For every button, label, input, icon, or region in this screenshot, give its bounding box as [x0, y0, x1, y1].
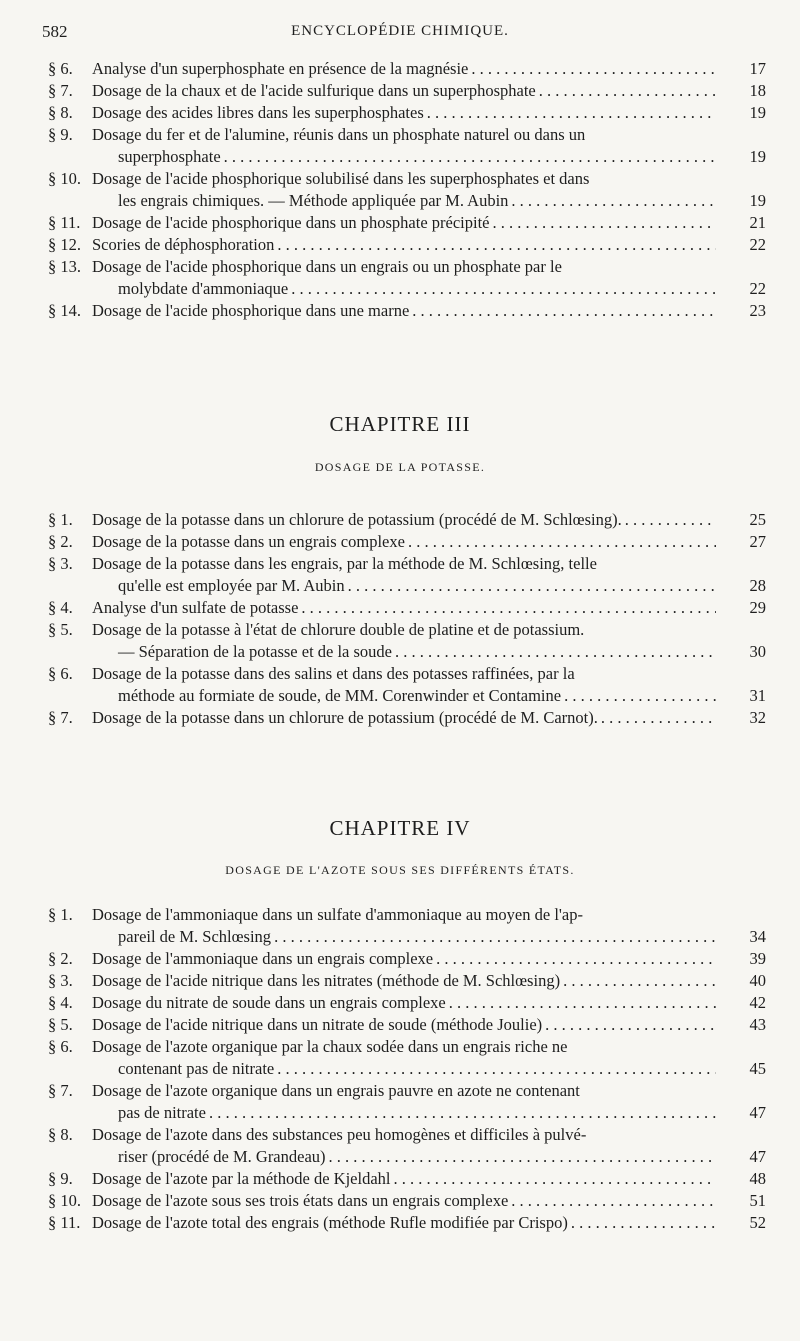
entry-title-line: Dosage de la potasse à l'état de chlorure double de platine et de potassium.	[92, 620, 585, 639]
dot-leader	[345, 575, 716, 597]
toc-entry	[40, 948, 768, 970]
entry-page-number: 17	[749, 59, 766, 78]
toc-entry	[40, 663, 768, 707]
toc-entry	[40, 300, 768, 322]
toc-entry	[40, 102, 768, 124]
dot-leader	[271, 926, 716, 948]
section-number: § 1.	[48, 905, 73, 924]
entry-page-number: 30	[749, 642, 766, 661]
entry-page-number: 39	[749, 949, 766, 968]
page-number: 582	[42, 22, 68, 41]
toc-entry	[40, 1212, 768, 1234]
entry-title-line: Dosage de l'acide phosphorique dans une marne	[92, 301, 410, 320]
toc-entry	[40, 597, 768, 619]
entry-title-line: pas de nitrate	[118, 1103, 206, 1122]
section-number: § 7.	[48, 81, 73, 100]
entry-page-number: 22	[749, 235, 766, 254]
entry-title-line: Dosage de l'ammoniaque dans un engrais complexe	[92, 949, 434, 968]
section-number: § 4.	[48, 993, 73, 1012]
dot-leader	[409, 300, 716, 322]
entry-title-line: riser (procédé de M. Grandeau)	[118, 1147, 326, 1166]
dot-leader	[405, 531, 716, 553]
entry-title-line: Dosage de la potasse dans des salins et dans des potasses raffinées, par la	[92, 664, 575, 683]
dot-leader	[221, 146, 716, 168]
entry-page-number: 29	[749, 598, 766, 617]
section-number: § 1.	[48, 510, 73, 529]
dot-leader	[274, 1058, 716, 1080]
section-number: § 7.	[48, 708, 73, 727]
entry-page-number: 19	[749, 191, 766, 210]
entry-title-line: Analyse d'un superphosphate en présence de la magnésie	[92, 59, 469, 78]
section-number: § 12.	[48, 235, 81, 254]
dot-leader	[298, 597, 716, 619]
dot-leader	[561, 685, 716, 707]
entry-page-number: 34	[749, 927, 766, 946]
section-number: § 5.	[48, 620, 73, 639]
entry-page-number: 18	[749, 81, 766, 100]
toc-entry	[40, 707, 768, 729]
dot-leader	[433, 948, 716, 970]
entry-title-line: les engrais chimiques. — Méthode appliquée par M. Aubin	[118, 191, 509, 210]
entry-page-number: 47	[749, 1103, 766, 1122]
dot-leader	[390, 1168, 716, 1190]
entry-page-number: 32	[749, 708, 766, 727]
entry-title-line: Dosage de l'acide phosphorique solubilisé dans les superphosphates et dans	[92, 169, 590, 188]
entry-page-number: 51	[749, 1191, 766, 1210]
section-number: § 11.	[48, 213, 81, 232]
entry-title-line: Dosage de l'azote organique dans un engrais pauvre en azote ne contenant	[92, 1081, 580, 1100]
toc-entry	[40, 212, 768, 234]
dot-leader	[568, 1212, 716, 1234]
entry-title-line: Analyse d'un sulfate de potasse	[92, 598, 299, 617]
toc-entry	[40, 58, 768, 80]
dot-leader	[542, 1014, 716, 1036]
chapter-4-title: CHAPITRE IV	[329, 816, 471, 840]
toc-entry	[40, 1190, 768, 1212]
entry-title-line: Dosage de la chaux et de l'acide sulfurique dans un superphosphate	[92, 81, 536, 100]
entry-title-line: Dosage de l'acide phosphorique dans un engrais ou un phosphate par le	[92, 257, 562, 276]
toc-entry	[40, 1168, 768, 1190]
chapter-3-title: CHAPITRE III	[329, 412, 471, 436]
section-number: § 8.	[48, 1125, 73, 1144]
toc-entry	[40, 1080, 768, 1124]
entry-title-line: molybdate d'ammoniaque	[118, 279, 289, 298]
dot-leader	[326, 1146, 716, 1168]
entry-title-line: — Séparation de la potasse et de la soude	[118, 642, 392, 661]
entry-title-line: Dosage de l'ammoniaque dans un sulfate d'ammoniaque au moyen de l'ap-	[92, 905, 583, 924]
entry-title-line: Dosage de l'azote dans des substances peu homogènes et difficiles à pulvé-	[92, 1125, 587, 1144]
toc-entry	[40, 619, 768, 663]
section-number: § 2.	[48, 532, 73, 551]
section-number: § 9.	[48, 125, 73, 144]
section-number: § 6.	[48, 1037, 73, 1056]
section-number: § 5.	[48, 1015, 73, 1034]
entry-page-number: 52	[749, 1213, 766, 1232]
entry-title-line: Dosage de l'azote organique par la chaux sodée dans un engrais riche ne	[92, 1037, 568, 1056]
section-number: § 4.	[48, 598, 73, 617]
toc-entry	[40, 80, 768, 102]
dot-leader	[622, 509, 716, 531]
entry-title-line: Dosage de la potasse dans un engrais complexe	[92, 532, 405, 551]
section-number: § 13.	[48, 257, 81, 276]
toc-entry	[40, 124, 768, 168]
entry-title-line: Dosage de la potasse dans un chlorure de potassium (procédé de M. Schlœsing).	[92, 510, 622, 529]
dot-leader	[288, 278, 716, 300]
entry-page-number: 19	[749, 147, 766, 166]
toc-list-chapter-3	[40, 509, 768, 729]
entry-page-number: 28	[749, 576, 766, 595]
entry-page-number: 31	[749, 686, 766, 705]
dot-leader	[536, 80, 716, 102]
dot-leader	[392, 641, 716, 663]
entry-title-line: qu'elle est employée par M. Aubin	[118, 576, 345, 595]
dot-leader	[598, 707, 716, 729]
entry-page-number: 21	[749, 213, 766, 232]
toc-entry	[40, 992, 768, 1014]
entry-title-line: Dosage du fer et de l'alumine, réunis dans un phosphate naturel ou dans un	[92, 125, 586, 144]
dot-leader	[446, 992, 716, 1014]
toc-entry	[40, 1036, 768, 1080]
section-number: § 10.	[48, 169, 81, 188]
toc-entry	[40, 904, 768, 948]
toc-entry	[40, 970, 768, 992]
toc-entry	[40, 553, 768, 597]
dot-leader	[489, 212, 716, 234]
section-number: § 3.	[48, 971, 73, 990]
entry-page-number: 42	[749, 993, 766, 1012]
entry-title-line: Scories de déphosphoration	[92, 235, 275, 254]
dot-leader	[560, 970, 716, 992]
entry-page-number: 23	[749, 301, 766, 320]
section-number: § 9.	[48, 1169, 73, 1188]
toc-entry	[40, 531, 768, 553]
entry-page-number: 19	[749, 103, 766, 122]
section-number: § 3.	[48, 554, 73, 573]
section-number: § 8.	[48, 103, 73, 122]
entry-page-number: 22	[749, 279, 766, 298]
section-number: § 6.	[48, 664, 73, 683]
toc-entry	[40, 234, 768, 256]
entry-page-number: 40	[749, 971, 766, 990]
section-number: § 6.	[48, 59, 73, 78]
entry-page-number: 45	[749, 1059, 766, 1078]
dot-leader	[206, 1102, 716, 1124]
entry-title-line: Dosage de l'azote par la méthode de Kjeldahl	[92, 1169, 391, 1188]
entry-page-number: 27	[749, 532, 766, 551]
chapter-3-subtitle: DOSAGE DE LA POTASSE.	[314, 460, 486, 474]
entry-page-number: 48	[749, 1169, 766, 1188]
dot-leader	[508, 190, 716, 212]
entry-title-line: Dosage des acides libres dans les superphosphates	[92, 103, 424, 122]
toc-list-chapter-2-continued	[40, 58, 768, 322]
toc-entry	[40, 168, 768, 212]
entry-title-line: méthode au formiate de soude, de MM. Corenwinder et Contamine	[118, 686, 562, 705]
entry-title-line: Dosage de la potasse dans un chlorure de potassium (procédé de M. Carnot).	[92, 708, 598, 727]
dot-leader	[424, 102, 716, 124]
section-number: § 7.	[48, 1081, 73, 1100]
section-number: § 2.	[48, 949, 73, 968]
entry-title-line: pareil de M. Schlœsing	[118, 927, 272, 946]
entry-title-line: contenant pas de nitrate	[118, 1059, 275, 1078]
dot-leader	[508, 1190, 716, 1212]
entry-title-line: Dosage de l'acide phosphorique dans un phosphate précipité	[92, 213, 490, 232]
dot-leader	[468, 58, 716, 80]
toc-entry	[40, 256, 768, 300]
entry-title-line: Dosage de l'azote total des engrais (méthode Rufle modifiée par Crispo)	[92, 1213, 568, 1232]
toc-list-chapter-4	[40, 904, 768, 1234]
entry-page-number: 47	[749, 1147, 766, 1166]
dot-leader	[274, 234, 716, 256]
section-number: § 11.	[48, 1213, 81, 1232]
entry-title-line: Dosage de la potasse dans les engrais, par la méthode de M. Schlœsing, telle	[92, 554, 597, 573]
chapter-4-subtitle: DOSAGE DE L'AZOTE SOUS SES DIFFÉRENTS ÉTATS.	[225, 863, 575, 877]
running-title: ENCYCLOPÉDIE CHIMIQUE.	[291, 23, 509, 39]
toc-entry	[40, 1014, 768, 1036]
entry-title-line: Dosage du nitrate de soude dans un engrais complexe	[92, 993, 446, 1012]
toc-entry	[40, 1124, 768, 1168]
entry-title-line: superphosphate	[118, 147, 221, 166]
page-header	[0, 22, 800, 48]
entry-page-number: 25	[749, 510, 766, 529]
section-number: § 14.	[48, 301, 81, 320]
toc-entry	[40, 509, 768, 531]
entry-title-line: Dosage de l'azote sous ses trois états dans un engrais complexe	[92, 1191, 509, 1210]
section-number: § 10.	[48, 1191, 81, 1210]
entry-title-line: Dosage de l'acide nitrique dans un nitrate de soude (méthode Joulie)	[92, 1015, 543, 1034]
entry-title-line: Dosage de l'acide nitrique dans les nitrates (méthode de M. Schlœsing)	[92, 971, 561, 990]
entry-page-number: 43	[749, 1015, 766, 1034]
